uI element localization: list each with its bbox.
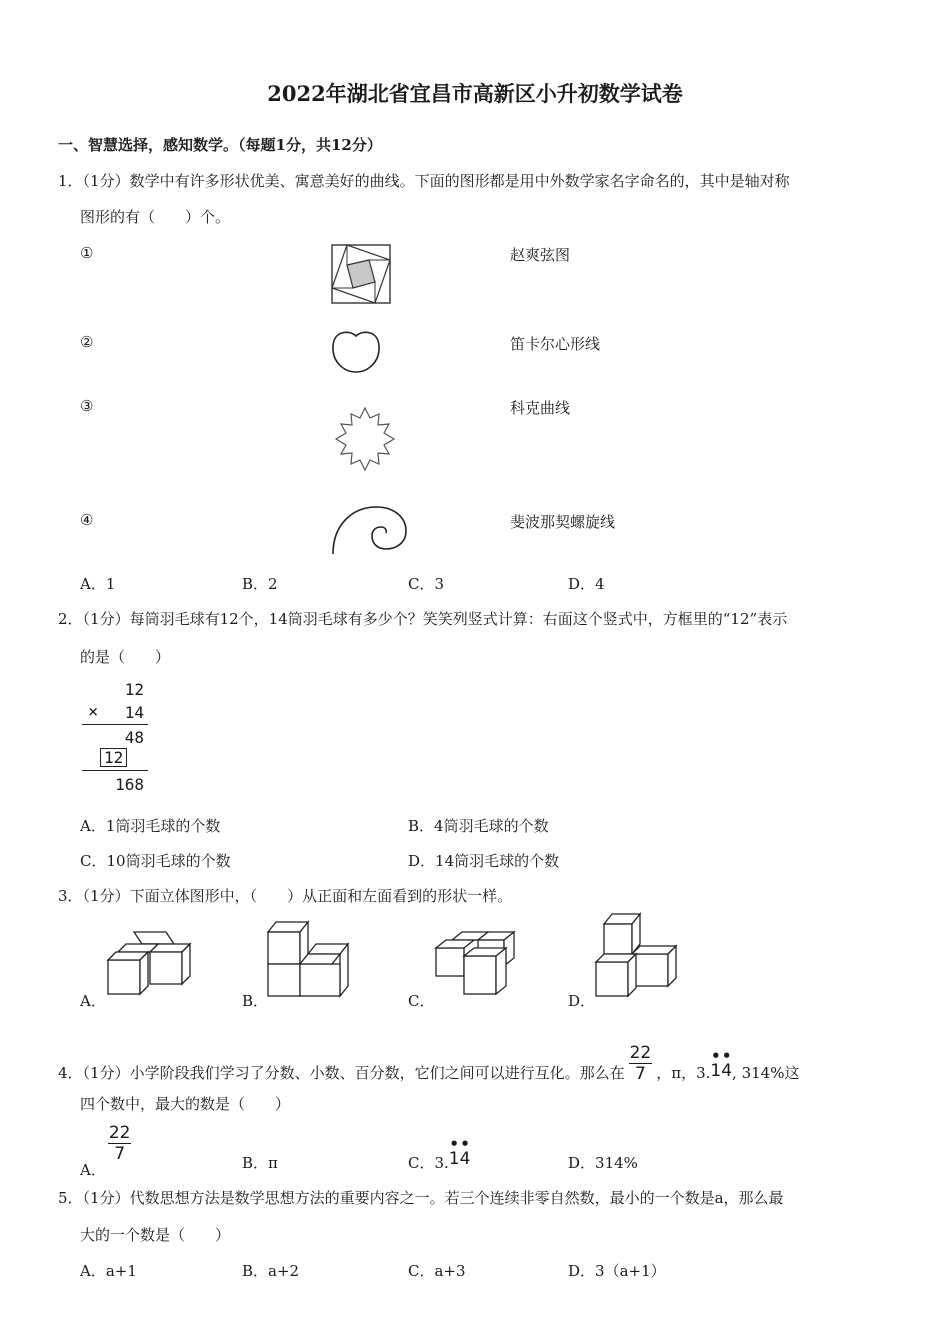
cube-stack-b-icon	[266, 920, 356, 998]
q4-option-c-label: C．3.	[408, 1154, 449, 1172]
repeating-digits: 14	[710, 1061, 733, 1081]
fraction-denominator: 7	[114, 1144, 126, 1164]
q1-option-d[interactable]: D．4	[568, 575, 605, 593]
q1-option-b[interactable]: B．2	[242, 575, 278, 593]
multiply-sign: ×	[88, 702, 99, 722]
q3-option-b[interactable]: B．	[242, 992, 269, 1010]
q4-stem-end: , 314%这	[732, 1064, 800, 1082]
section-heading: 一、智慧选择，感知数学。（每题1分，共12分）	[58, 136, 382, 154]
calc-partial-2-boxed: 12	[100, 748, 127, 767]
q2-option-b[interactable]: B．4筒羽毛球的个数	[408, 817, 549, 835]
q2-stem-line1: 2．（1分）每筒羽毛球有12个，14筒羽毛球有多少个？笑笑列竖式计算：右面这个竖式中，方框里的“12”表示	[58, 610, 788, 628]
q3-stem: 3．（1分）下面立体图形中，（ ）从正面和左面看到的形状一样。	[58, 887, 513, 905]
repeating-decimal-14	[448, 1135, 471, 1169]
q2-stem-line2: 的是（ ）	[80, 648, 171, 666]
q1-item-name: 斐波那契螺旋线	[510, 513, 616, 531]
q4-option-a[interactable]	[80, 1123, 131, 1179]
q5-option-b[interactable]: B．a+2	[242, 1262, 300, 1280]
q3-option-a[interactable]: A．	[80, 992, 106, 1010]
q1-stem-line2: 图形的有（ ）个。	[80, 208, 231, 226]
fraction-numerator: 22	[629, 1043, 652, 1063]
q1-item-name: 赵爽弦图	[510, 246, 571, 264]
q1-option-a[interactable]: A．1	[80, 575, 116, 593]
calc-rule	[82, 724, 148, 725]
fraction-denominator: 7	[635, 1064, 646, 1084]
q1-item-num: ②	[80, 333, 94, 351]
calc-partial-1: 48	[124, 728, 144, 747]
fibonacci-spiral-icon	[330, 503, 410, 555]
calc-multiplier: 14	[124, 703, 144, 722]
q1-stem-line1: 1．（1分）数学中有许多形状优美、寓意美好的曲线。下面的图形都是用中外数学家名字命名的，其中是轴对称	[58, 172, 790, 190]
fraction-22-7	[108, 1125, 132, 1163]
q1-item-num: ①	[80, 244, 94, 262]
page-title: 2022年湖北省宜昌市高新区小升初数学试卷	[267, 81, 683, 106]
q1-option-c[interactable]: C．3	[408, 575, 445, 593]
cardioid-icon	[330, 328, 382, 374]
q3-option-d[interactable]: D．	[568, 992, 596, 1010]
q1-item-name: 笛卡尔心形线	[510, 335, 601, 353]
q1-item-name: 科克曲线	[510, 399, 571, 417]
fraction-numerator: 22	[108, 1123, 131, 1143]
q4-option-d[interactable]: D．314%	[568, 1154, 638, 1172]
q1-item-num: ④	[80, 511, 94, 529]
repeating-decimal-14	[710, 1047, 733, 1081]
q3-option-c[interactable]: C．	[408, 992, 435, 1010]
q2-option-a[interactable]: A．1筒羽毛球的个数	[80, 817, 221, 835]
q2-option-d[interactable]: D．14筒羽毛球的个数	[408, 852, 560, 870]
calc-multiplicand: 12	[124, 680, 144, 699]
calc-rule	[82, 770, 148, 771]
vertical-multiplication	[80, 678, 152, 798]
cube-stack-a-icon	[106, 930, 196, 998]
q4-stem-line1	[58, 1043, 800, 1093]
fraction-22-7	[629, 1045, 653, 1083]
repeat-dots-icon: • •	[449, 1135, 470, 1153]
q4-option-c[interactable]	[408, 1135, 471, 1173]
q4-option-a-label: A．	[80, 1161, 106, 1179]
zhaoshuang-xiantu-icon	[331, 244, 391, 304]
koch-snowflake-icon	[332, 406, 398, 474]
repeat-dots-icon: • •	[711, 1047, 732, 1065]
q5-stem-line2: 大的一个数是（ ）	[80, 1226, 231, 1244]
q2-option-c[interactable]: C．10筒羽毛球的个数	[80, 852, 231, 870]
calc-result: 168	[115, 775, 144, 794]
q5-option-d[interactable]: D．3（a+1）	[568, 1262, 666, 1280]
q4-stem-start: 4．（1分）小学阶段我们学习了分数、小数、百分数，它们之间可以进行互化。那么在	[58, 1064, 625, 1082]
repeating-digits: 14	[448, 1149, 471, 1169]
q1-item-num: ③	[80, 397, 94, 415]
q4-separator: ，π，3.	[656, 1064, 711, 1082]
q4-stem-line2: 四个数中，最大的数是（ ）	[80, 1095, 291, 1113]
cube-stack-c-icon	[434, 930, 518, 998]
q5-stem-line1: 5．（1分）代数思想方法是数学思想方法的重要内容之一。若三个连续非零自然数，最小的一个数是a，那么最	[58, 1189, 784, 1207]
q5-option-c[interactable]: C．a+3	[408, 1262, 466, 1280]
q5-option-a[interactable]: A．a+1	[80, 1262, 137, 1280]
cube-stack-d-icon	[594, 912, 678, 998]
q4-option-b[interactable]: B．π	[242, 1154, 278, 1172]
